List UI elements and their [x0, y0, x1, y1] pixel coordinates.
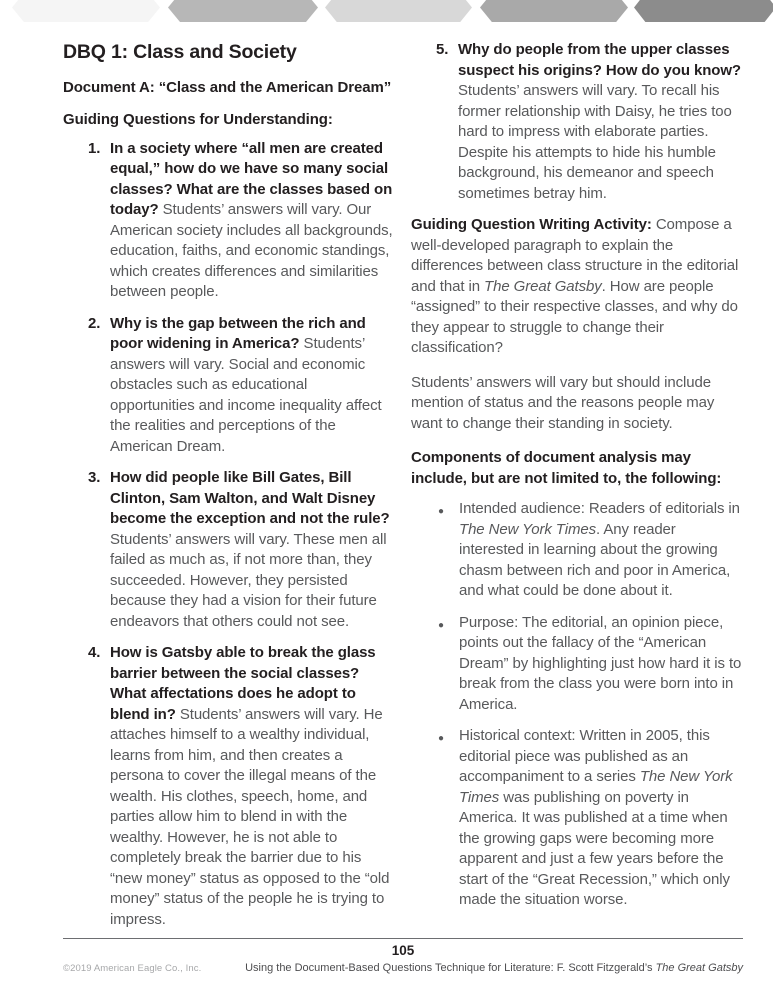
- bullet-historical-context: [411, 726, 743, 911]
- copyright-text: ©2019 American Eagle Co., Inc.: [63, 963, 202, 974]
- banner-hexagon-1: [12, 0, 160, 22]
- question-text-block: [110, 314, 395, 458]
- page-title: DBQ 1: Class and Society: [63, 41, 297, 63]
- content-columns: [63, 40, 743, 941]
- banner-hexagon-3: [325, 0, 472, 22]
- question-answer: Students’ answers will vary. He attaches himself to a wealthy individual, learns from him, and then creates a persona to cover the illegal means of the wealth. His clothes, speech, home, and parties allow him to blend in with the wealthy. However, he is not able to completely break the barrier due to his “new money” status as opposed to the “old money” status of the people he is trying to impress.: [110, 705, 390, 928]
- question-text-block: [110, 468, 395, 632]
- question-number: 5.: [436, 41, 449, 58]
- banner-hexagon-4: [480, 0, 628, 22]
- question-answer: Students’ answers will vary. Our American society includes all backgrounds, education, faiths, and economic standings, which creates differences and similarities between people.: [110, 201, 393, 300]
- question-prompt: How did people like Bill Gates, Bill Clinton, Sam Walton, and Walt Disney become the exception and not the rule?: [110, 469, 390, 527]
- question-number: 1.: [88, 139, 101, 157]
- components-heading: Components of document analysis may include, but are not limited to, the following:: [411, 449, 722, 487]
- question-answer: Students’ answers will vary. These men all failed as much as, if not more than, they succeeded. However, they persisted because they had a vision for their future endeavors that others could not see.: [110, 530, 387, 630]
- guiding-questions-heading: Guiding Questions for Understanding:: [63, 111, 333, 128]
- right-column: [411, 40, 743, 941]
- left-column: [63, 40, 395, 941]
- question-answer: Students’ answers will vary. Social and economic obstacles such as educational opportunities and income inequality affect the realities and perceptions of the American Dream.: [110, 335, 382, 455]
- question-prompt: Why is the gap between the rich and poor widening in America?: [110, 314, 366, 352]
- bullet-purpose: [411, 613, 743, 716]
- hexagon-banner: [0, 0, 773, 22]
- banner-hexagon-5: [634, 0, 773, 22]
- writing-activity-answer-note: Students’ answers will vary but should include mention of status and the reasons people may want to change their standing in society.: [411, 373, 715, 432]
- banner-hexagon-2: [168, 0, 318, 22]
- question-prompt: In a society where “all men are created equal,” how do we have so many social classes? What are the classes based on today?: [110, 139, 393, 218]
- question-4: [63, 643, 395, 930]
- question-2: [63, 314, 395, 458]
- question-text-block: [110, 139, 395, 303]
- page-footer: [63, 938, 743, 974]
- question-text-block: [458, 40, 743, 204]
- question-prompt: How is Gatsby able to break the glass barrier between the social classes? What affectations does he adopt to blend in?: [110, 644, 376, 723]
- question-number: 2.: [88, 314, 101, 332]
- question-3: [63, 468, 395, 632]
- writing-activity-paragraph: Guiding Question Writing Activity: Compose a well-developed paragraph to explain the differences between class structure in the editorial and that in The Great Gatsby. How are people “assigned” to their respective classes, and why do they appear to struggle to change their classification?: [411, 216, 739, 356]
- bullet-text: Historical context: Written in 2005, this editorial piece was published as an accompaniment to a series The New York Times was publishing on poverty in America. It was published at a time when the growing gaps were becoming more apparent and just a few years before the start of the “Great Recession,” which only made the situation worse.: [459, 727, 733, 908]
- bullet-icon: ●: [438, 733, 444, 744]
- document-a-heading: Document A: “Class and the American Dream”: [63, 79, 392, 96]
- question-prompt: Why do people from the upper classes suspect his origins? How do you know?: [458, 41, 741, 79]
- bullet-icon: ●: [438, 506, 444, 517]
- footer-row: [63, 962, 743, 974]
- book-title-text: Using the Document-Based Questions Technique for Literature: F. Scott Fitzgerald’s The Great Gatsby: [245, 962, 743, 974]
- bullet-icon: ●: [438, 619, 444, 631]
- bullet-text: Purpose: The editorial, an opinion piece, points out the fallacy of the “American Dream” by highlighting just how hard it is to break from the class you were born into in America.: [459, 613, 742, 713]
- question-number: 4.: [88, 644, 101, 661]
- question-5: [411, 40, 743, 204]
- question-text-block: [110, 643, 395, 930]
- page-number: 105: [391, 943, 415, 958]
- bullet-intended-audience: [411, 499, 743, 602]
- bullet-text: Intended audience: Readers of editorials in The New York Times. Any reader interested in learning about the growing chasm between rich and poor in America, and what could be done about it.: [459, 500, 740, 599]
- question-1: [63, 139, 395, 303]
- question-number: 3.: [88, 469, 101, 486]
- footer-divider: [63, 938, 743, 939]
- question-answer: Students’ answers will vary. To recall his former relationship with Daisy, he tries too hard to impress with elaborate parties. Despite his attempts to hide his humble background, his demeanor and speech sometimes betray him.: [458, 82, 732, 202]
